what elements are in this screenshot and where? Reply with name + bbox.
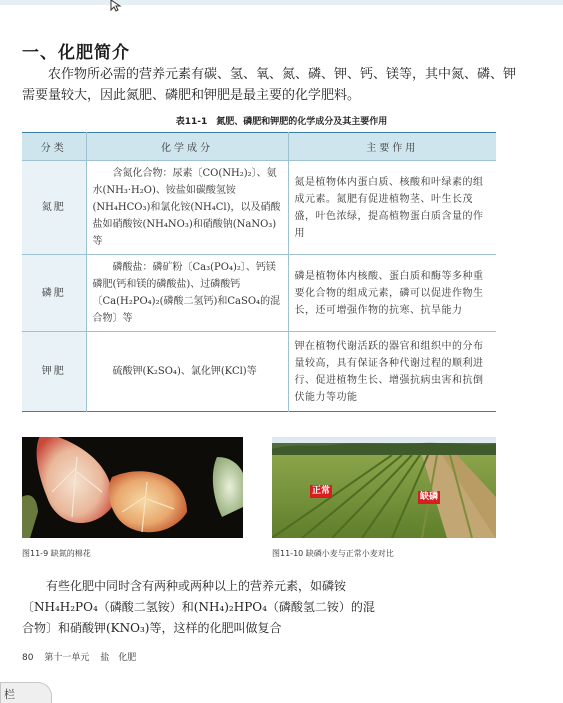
page-footer [22,650,144,663]
bottom-panel-tab[interactable] [0,682,52,703]
row-composition: 含氮化合物：尿素〔CO(NH₂)₂〕、氨水(NH₃·H₂O)、铵盐如碳酸氢铵(NH₄HCO₃)和氯化铵(NH₄Cl)，以及硝酸盐如硝酸铵(NH₄NO₃)和硝酸钠(NaNO₃)等 [86,161,288,255]
row-role: 磷是植物体内核酸、蛋白质和酶等多种重要化合物的组成元素，磷可以促进作物生长，还可增强作物的抗寒、抗旱能力 [288,255,496,332]
fertilizer-table [22,132,496,412]
figure-caption-cotton: 图11-9 缺氮的棉花 [22,549,91,558]
table-header-row [22,133,496,161]
row-category: 氮肥 [22,161,86,255]
row-category: 磷肥 [22,255,86,332]
table-row [22,332,496,412]
section-title: 一、化肥简介 [22,43,130,63]
row-role: 氮是植物体内蛋白质、核酸和叶绿素的组成元素。氮肥有促进植物茎、叶生长茂盛，叶色浓绿，提高植物蛋白质含量的作用 [288,161,496,255]
tag-phosphorus-deficient: 缺磷 [420,492,439,502]
row-composition: 硫酸钾(K₂SO₄)、氯化钾(KCl)等 [86,332,288,412]
mouse-cursor-icon [110,0,122,12]
intro-paragraph: 农作物所必需的营养元素有碳、氢、氧、氮、磷、钾、钙、镁等，其中氮、磷、钾需要量较大，因此氮肥、磷肥和钾肥是最主要的化学肥料。 [22,67,517,103]
footer-unit: 第十一单元 [44,653,90,663]
header-role: 主要作用 [288,133,496,161]
figure-caption-wheat: 图11-10 缺磷小麦与正常小麦对比 [272,549,394,558]
table-row [22,161,496,255]
row-category: 钾肥 [22,332,86,412]
header-composition: 化学成分 [86,133,288,161]
table-caption: 表11-1 氮肥、磷肥和钾肥的化学成分及其主要作用 [175,117,388,127]
top-edge-strip [0,0,563,5]
page-number: 80 [22,653,34,663]
footer-unit-title: 盐 化肥 [100,653,137,663]
tag-normal: 正常 [312,486,331,496]
wheat-field-photo [272,437,496,538]
bottom-panel-tab-label: 栏 [4,688,15,701]
cotton-leaf-photo [22,437,243,538]
row-composition: 磷酸盐：磷矿粉〔Ca₃(PO₄)₂〕、钙镁磷肥(钙和镁的磷酸盐)、过磷酸钙〔Ca(H₂PO₄)₂(磷酸二氢钙)和CaSO₄的混合物〕等 [86,255,288,332]
row-role: 钾在植物代谢活跃的器官和组织中的分布量较高，具有保证各种代谢过程的顺利进行、促进植物生长、增强抗病虫害和抗倒伏能力等功能 [288,332,496,412]
header-category: 分类 [22,133,86,161]
table-row [22,255,496,332]
compound-fertilizer-paragraph: 有些化肥中同时含有两种或两种以上的营养元素，如磷铵〔NH₄H₂PO₄（磷酸二氢铵）和(NH₄)₂HPO₄（磷酸氢二铵）的混合物〕和硝酸钾(KNO₃)等，这样的化肥叫做复合 [22,579,375,635]
